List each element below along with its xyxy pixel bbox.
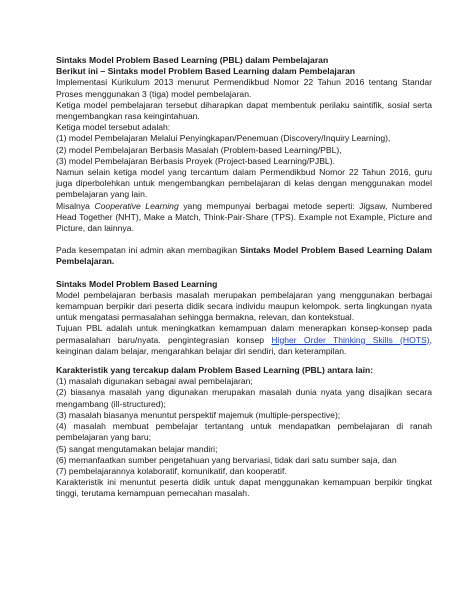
cooperative-learning-term: Cooperative Learning (94, 200, 179, 211)
paragraph-cooperative (56, 201, 432, 235)
document-title: Sintaks Model Problem Based Learning (PBL) dalam Pembelajaran (56, 55, 329, 65)
paragraph-kurikulum: Implementasi Kurikulum 2013 menurut Permendikbud Nomor 22 Tahun 2016 tentang Standar Proses menggunakan 3 (tiga) model pembelajaran. (56, 77, 432, 99)
section-heading-sintaks: Sintaks Model Problem Based Learning (56, 278, 218, 289)
characteristic-item: (3) masalah biasanya menuntut perspektif majemuk (multiple-perspective); (56, 409, 341, 420)
characteristic-item: (6) memanfaatkan sumber pengetahuan yang bervariasi, tidak dari satu sumber saja, dan (56, 454, 397, 465)
characteristic-item: (5) sangat mengutamakan belajar mandiri; (56, 443, 218, 454)
model-list-item: (3) model Pembelajaran Berbasis Proyek (Project-based Learning/PJBL). (56, 155, 335, 166)
model-list-item: (2) model Pembelajaran Berbasis Masalah (Problem-based Learning/PBL), (56, 144, 342, 155)
text-span: , keinginan dalam belajar, mengarahkan belajar diri sendiri, dan keterampilan. (56, 334, 432, 356)
characteristic-item: (4) masalah membuat pembelajar tertantang untuk mendapatkan pembelajaran di ranah pembelajaran yang baru; (56, 421, 432, 443)
model-list-item: (1) model Pembelajaran Melalui Penyingkapan/Penemuan (Discovery/Inquiry Learning), (56, 133, 391, 144)
hots-link[interactable]: Higher Order Thinking Skills (HOTS) (271, 334, 430, 345)
text-span: Tujuan PBL adalah untuk meningkatkan kemampuan dalam menerapkan konsep-konsep pada permasalahan baru/nyata. pengintegrasian konsep (56, 323, 432, 345)
paragraph-ketiga-model: Ketiga model pembelajaran tersebut diharapkan dapat membentuk perilaku saintifik, sosial serta mengembangkan rasa keingintahuan. (56, 99, 432, 122)
text-span: Pada kesempatan ini admin akan membagikan (56, 245, 240, 256)
paragraph-permendikbud: Namun selain ketiga model yang tercantum dalam Permendikbud Nomor 22 Tahun 2016, guru juga diperbolehkan untuk mengembangkan pembelajaran di kelas dengan menggunakan model pembelajaran yang lain. (56, 167, 432, 200)
paragraph-model-intro: Ketiga model tersebut adalah: (56, 122, 171, 133)
paragraph-kesempatan (56, 245, 432, 267)
section-heading-karakteristik: Karakteristik yang tercakup dalam Problem Based Learning (PBL) antara lain: (56, 365, 374, 376)
document-subtitle: Berikut ini – Sintaks model Problem Based Learning dalam Pembelajaran (56, 66, 355, 77)
text-span: Misalnya (56, 200, 95, 211)
characteristic-item: (2) biasanya masalah yang digunakan merupakan masalah dunia nyata yang disajikan secara mengambang (ill-structured); (56, 387, 432, 409)
characteristic-item: (1) masalah digunakan sebagai awal pembelajaran; (56, 376, 253, 387)
text-span: yang mempunyai berbagai metode seperti: Jigsaw, Numbered Head Together (NHT), Make a Match, Think-Pair-Share (TPS). Example not Example, Picture and Picture, dan lainnya. (56, 200, 433, 234)
characteristic-item: (7) pembelajarannya kolaboratif, komunikatif, dan kooperatif. (56, 465, 287, 476)
paragraph-tujuan-pbl (56, 323, 432, 357)
paragraph-model-pbl: Model pembelajaran berbasis masalah merupakan pembelajaran yang menggunakan berbagai kemampuan berpikir dari peserta didik secara individu maupun kelompok. serta lingkungan nyata untuk mengatasi permasalahan sehingga bermakna, relevan, dan kontekstual. (56, 289, 432, 323)
sintaks-emphasis: Sintaks Model Problem Based Learning Dalam Pembelajaran. (56, 245, 432, 267)
paragraph-karakteristik-summary: Karakteristik ini menuntut peserta didik untuk dapat menggunakan kemampuan berpikir tingkat tinggi, terutama kemampuan pemecahan masalah. (56, 477, 432, 499)
